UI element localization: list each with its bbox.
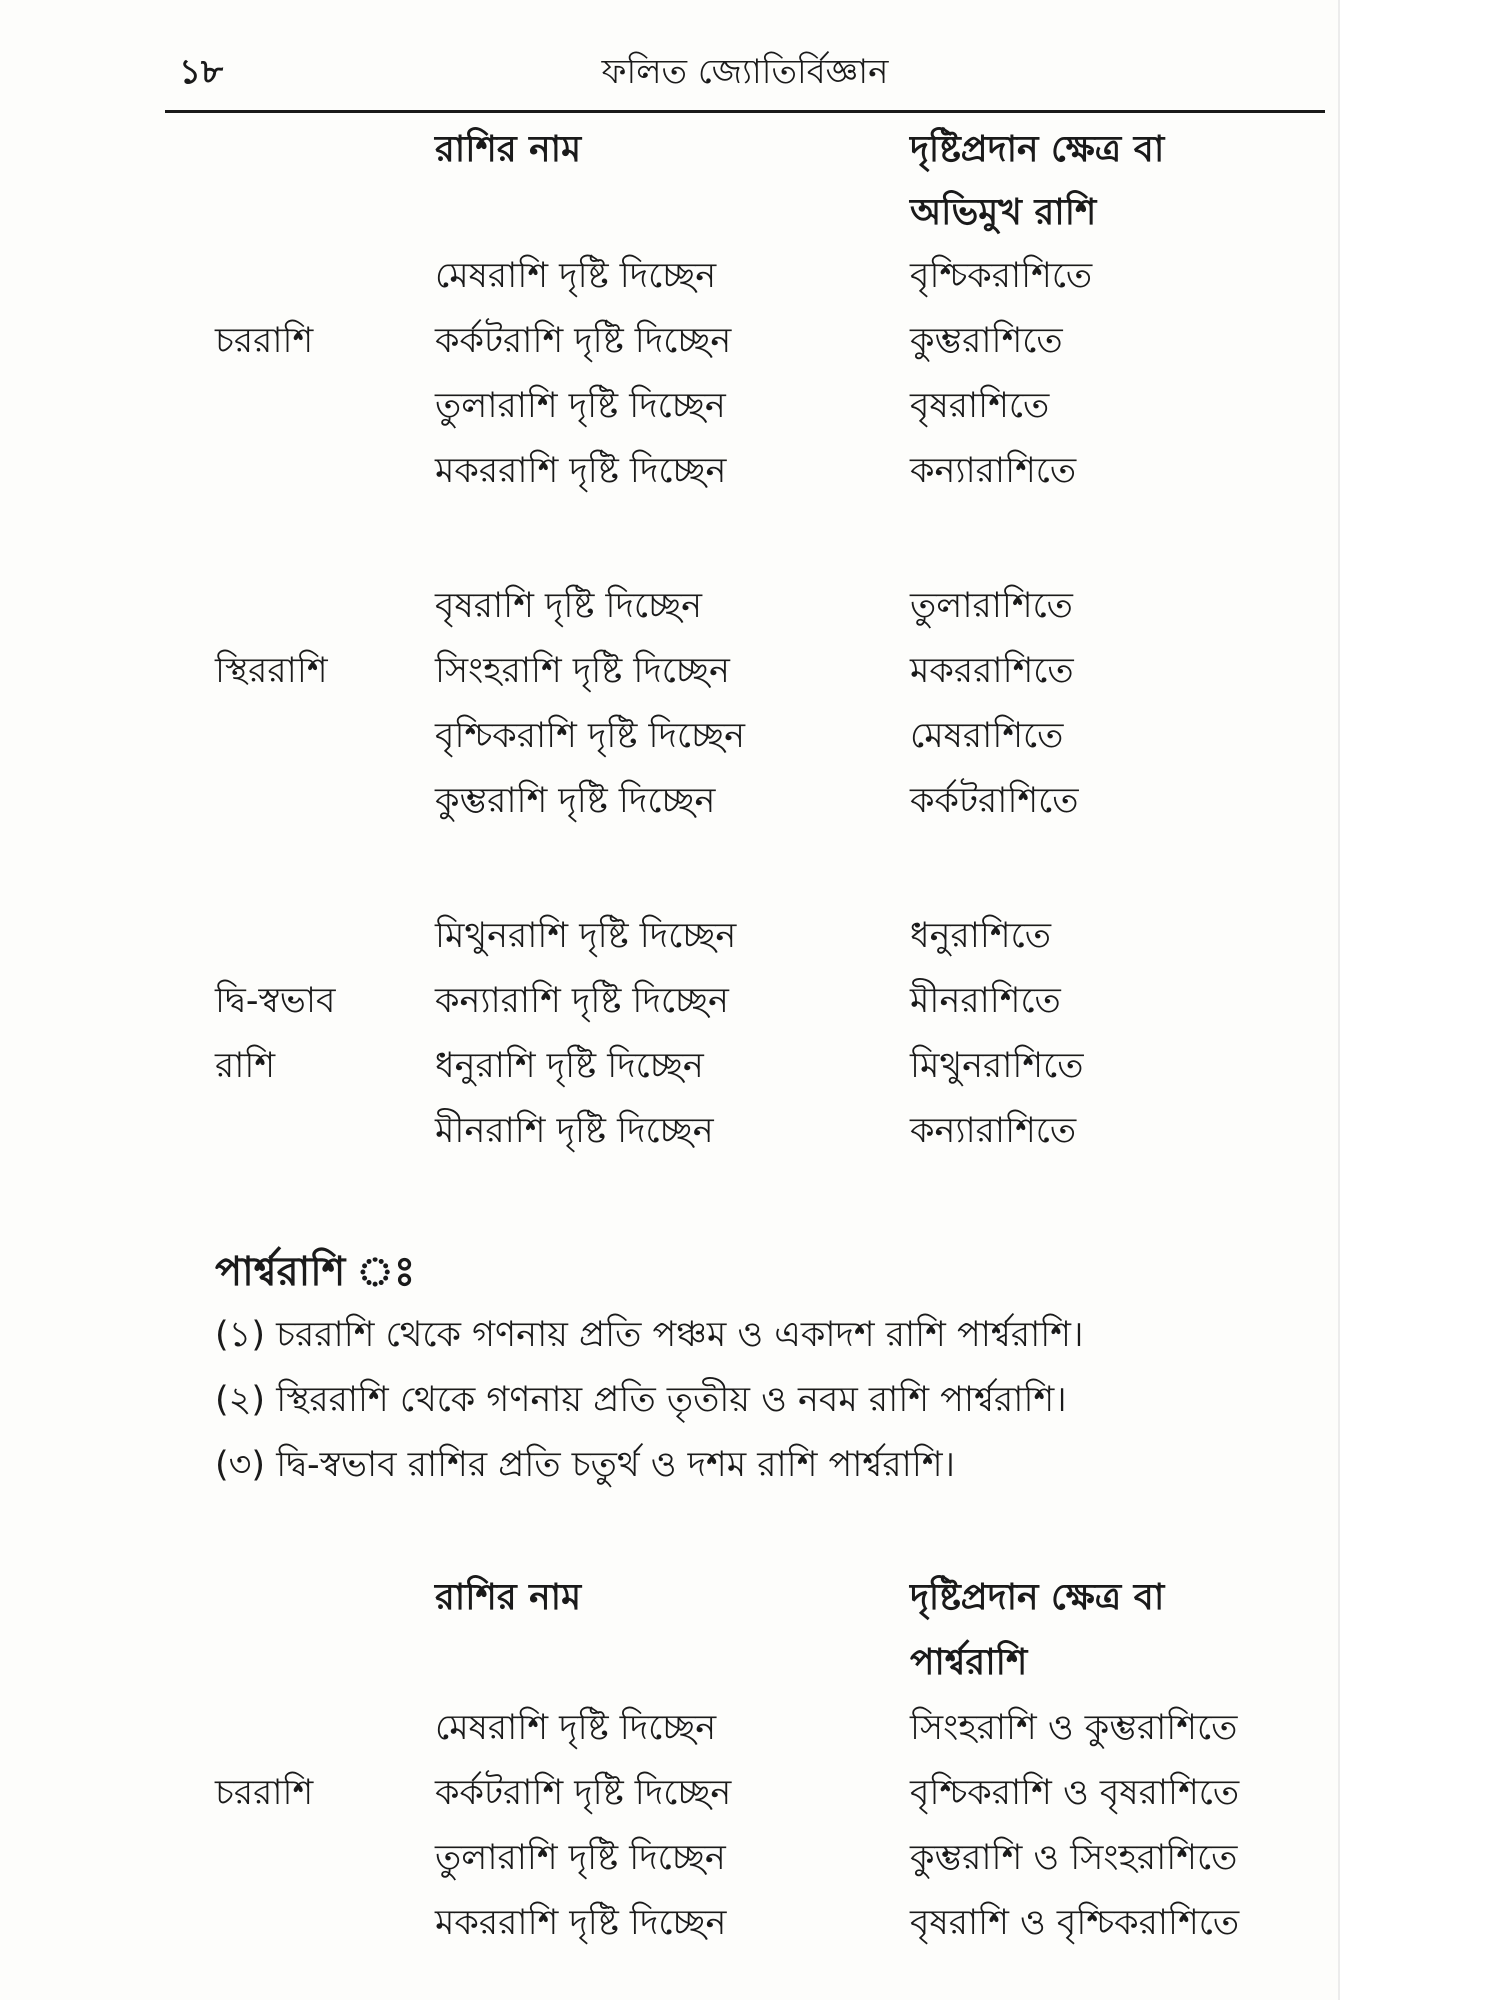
table-row bbox=[0, 1893, 1338, 1953]
running-title: ফলিত জ্যোতির্বিজ্ঞান bbox=[601, 52, 889, 92]
sign-cell: কর্কটরাশি দৃষ্টি দিচ্ছেন bbox=[435, 1773, 732, 1813]
rule-item: (২) স্থিররাশি থেকে গণনায় প্রতি তৃতীয় ও নবম রাশি পার্শ্বরাশি। bbox=[215, 1380, 1067, 1420]
sign-cell: মিথুনরাশি দৃষ্টি দিচ্ছেন bbox=[435, 916, 737, 956]
group-label: চররাশি bbox=[215, 1773, 314, 1813]
sign-cell: মেষরাশি দৃষ্টি দিচ্ছেন bbox=[435, 256, 717, 296]
table-header-row bbox=[0, 183, 1338, 243]
sign-cell: ধনুরাশি দৃষ্টি দিচ্ছেন bbox=[435, 1046, 704, 1086]
target-cell: কন্যারাশিতে bbox=[910, 451, 1077, 491]
page-number: ১৮ bbox=[179, 52, 224, 92]
table-row bbox=[0, 1828, 1338, 1888]
table-row bbox=[0, 906, 1338, 966]
column-header-target-cont: অভিমুখ রাশি bbox=[910, 192, 1097, 233]
table-row bbox=[0, 1698, 1338, 1758]
target-cell: কর্কটরাশিতে bbox=[910, 781, 1079, 821]
group-label: স্থিররাশি bbox=[215, 651, 328, 691]
sign-cell: মেষরাশি দৃষ্টি দিচ্ছেন bbox=[435, 1708, 717, 1748]
target-cell: মেষরাশিতে bbox=[910, 716, 1064, 756]
page-header bbox=[165, 40, 1325, 112]
rule-item: (৩) দ্বি-স্বভাব রাশির প্রতি চতুর্থ ও দশম রাশি পার্শ্বরাশি। bbox=[215, 1445, 956, 1485]
target-cell: মিথুনরাশিতে bbox=[910, 1046, 1084, 1086]
table-header-row bbox=[0, 1568, 1338, 1628]
sign-cell: বৃষরাশি দৃষ্টি দিচ্ছেন bbox=[435, 586, 703, 626]
table-row bbox=[0, 246, 1338, 306]
table-row bbox=[0, 706, 1338, 766]
table-row bbox=[0, 771, 1338, 831]
table-row bbox=[0, 576, 1338, 636]
target-cell: মীনরাশিতে bbox=[910, 981, 1061, 1021]
sign-cell: মীনরাশি দৃষ্টি দিচ্ছেন bbox=[435, 1111, 714, 1151]
table-row bbox=[0, 376, 1338, 436]
column-header-target-cont: পার্শ্বরাশি bbox=[910, 1642, 1028, 1683]
target-cell: কুম্ভরাশিতে bbox=[910, 321, 1063, 361]
target-cell: কুম্ভরাশি ও সিংহরাশিতে bbox=[910, 1838, 1238, 1878]
sign-cell: কন্যারাশি দৃষ্টি দিচ্ছেন bbox=[435, 981, 729, 1021]
target-cell: বৃশ্চিকরাশিতে bbox=[910, 256, 1093, 296]
sign-cell: মকররাশি দৃষ্টি দিচ্ছেন bbox=[435, 451, 727, 491]
target-cell: ধনুরাশিতে bbox=[910, 916, 1051, 956]
column-header-target: দৃষ্টিপ্রদান ক্ষেত্র বা bbox=[910, 1577, 1165, 1618]
column-header-sign: রাশির নাম bbox=[435, 1577, 582, 1618]
target-cell: বৃষরাশিতে bbox=[910, 386, 1050, 426]
header-rule bbox=[165, 110, 1325, 113]
column-header-target: দৃষ্টিপ্রদান ক্ষেত্র বা bbox=[910, 129, 1165, 170]
table-row bbox=[0, 971, 1338, 1031]
group-label-cont: রাশি bbox=[215, 1046, 276, 1086]
table-row bbox=[0, 441, 1338, 501]
target-cell: বৃষরাশি ও বৃশ্চিকরাশিতে bbox=[910, 1903, 1240, 1943]
column-header-sign: রাশির নাম bbox=[435, 129, 582, 170]
target-cell: কন্যারাশিতে bbox=[910, 1111, 1077, 1151]
section-title: পার্শ্বরাশি ঃ bbox=[215, 1249, 416, 1295]
sign-cell: তুলারাশি দৃষ্টি দিচ্ছেন bbox=[435, 1838, 726, 1878]
target-cell: মকররাশিতে bbox=[910, 651, 1074, 691]
sign-cell: বৃশ্চিকরাশি দৃষ্টি দিচ্ছেন bbox=[435, 716, 745, 756]
sign-cell: মকররাশি দৃষ্টি দিচ্ছেন bbox=[435, 1903, 727, 1943]
sign-cell: কুম্ভরাশি দৃষ্টি দিচ্ছেন bbox=[435, 781, 716, 821]
table-row bbox=[0, 1036, 1338, 1096]
group-label: দ্বি-স্বভাব bbox=[215, 981, 336, 1021]
group-label: চররাশি bbox=[215, 321, 314, 361]
target-cell: বৃশ্চিকরাশি ও বৃষরাশিতে bbox=[910, 1773, 1240, 1813]
sign-cell: সিংহরাশি দৃষ্টি দিচ্ছেন bbox=[435, 651, 730, 691]
table-header-row bbox=[0, 1633, 1338, 1693]
table-header-row bbox=[0, 120, 1338, 180]
table-row bbox=[0, 641, 1338, 701]
table-row bbox=[0, 1763, 1338, 1823]
rule-item: (১) চররাশি থেকে গণনায় প্রতি পঞ্চম ও একাদশ রাশি পার্শ্বরাশি। bbox=[215, 1315, 1084, 1355]
table-row bbox=[0, 311, 1338, 371]
target-cell: তুলারাশিতে bbox=[910, 586, 1073, 626]
sign-cell: তুলারাশি দৃষ্টি দিচ্ছেন bbox=[435, 386, 726, 426]
target-cell: সিংহরাশি ও কুম্ভরাশিতে bbox=[910, 1708, 1238, 1748]
sign-cell: কর্কটরাশি দৃষ্টি দিচ্ছেন bbox=[435, 321, 732, 361]
table-row bbox=[0, 1101, 1338, 1161]
